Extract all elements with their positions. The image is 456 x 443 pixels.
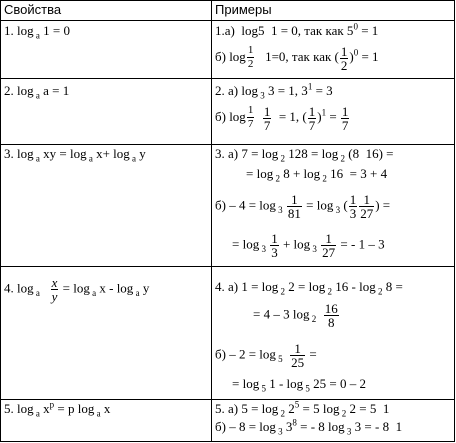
property-3: 3. log $_a$ xy = log $_a$ x+ log $_a$ y [4, 146, 146, 164]
example-4b-line1: б) – 2 = log $_5$ $\frac{1}{25}$ = [215, 341, 317, 370]
column-divider [211, 1, 212, 441]
header-examples: Примеры [215, 2, 272, 17]
example-4a-line2: = 4 – 3 log $_2$ $\frac{16}{8}$ [253, 301, 338, 330]
example-5b: б) – 8 = log $_3$ $3^8$ = - 8 log $_3$ 3 = - 8 1 [215, 417, 403, 437]
row-divider [1, 20, 454, 21]
row-divider [1, 399, 454, 400]
row-divider [1, 78, 454, 79]
example-3b-line1: б) – 4 = log $_3$ $\frac{1}{81}$ = log $_3$ ( $\frac{1}{3}$ $\frac{1}{27}$ ) = [215, 192, 391, 221]
example-1a: 1.а) log5 1 = 0, так как $5^0 = 1$ [215, 21, 379, 38]
property-2: 2. log $_a$ a = 1 [4, 83, 70, 101]
example-3a-line2: = log $_2$ 8 + log $_2$ 16 = 3 + 4 [246, 166, 388, 184]
example-2b: б) log $\frac{1}{7}$ $\frac{1}{7}$ = 1, ( $\frac{1}{7}$ )$^1$ = $\frac{1}{7}$ [215, 103, 349, 133]
row-divider [1, 266, 454, 267]
header-properties: Свойства [4, 2, 62, 17]
example-3b-line2: = log $_3$ $\frac{1}{3}$ + log $_3$ $\frac{1}{27}$ = - 1 – 3 [232, 231, 385, 260]
row-divider [1, 144, 454, 145]
example-4b-line2: = log $_5$ 1 - log $_5$ 25 = 0 – 2 [232, 376, 366, 394]
property-1: 1. log $_a$ 1 = 0 [4, 23, 70, 41]
example-4a-line1: 4. а) 1 = log $_2$ 2 = log $_2$ 16 - log $_2$ 8 = [215, 279, 403, 297]
example-2a: 2. а) log $_3$ 3 = 1, $3^1 = 3$ [215, 81, 333, 101]
example-5a: 5. а) 5 = log $_2$ $2^5 = 5$ log $_2$ 2 = 5 1 [215, 399, 390, 419]
example-1b: б) log $\frac{1}{2}$ 1=0, так как ( $\frac{1}{2}$ )$^0$ = 1 [215, 43, 379, 73]
property-4: 4. log $_a$ $\frac{x}{y}$ = log $_a$ x - log $_a$ y [4, 275, 150, 304]
example-3a-line1: 3. а) 7 = log $_2$ 128 = log $_2$ (8 16) = [215, 146, 394, 164]
property-5: 5. log $_a$ $x^p = p$ log $_a$ x [4, 399, 111, 419]
